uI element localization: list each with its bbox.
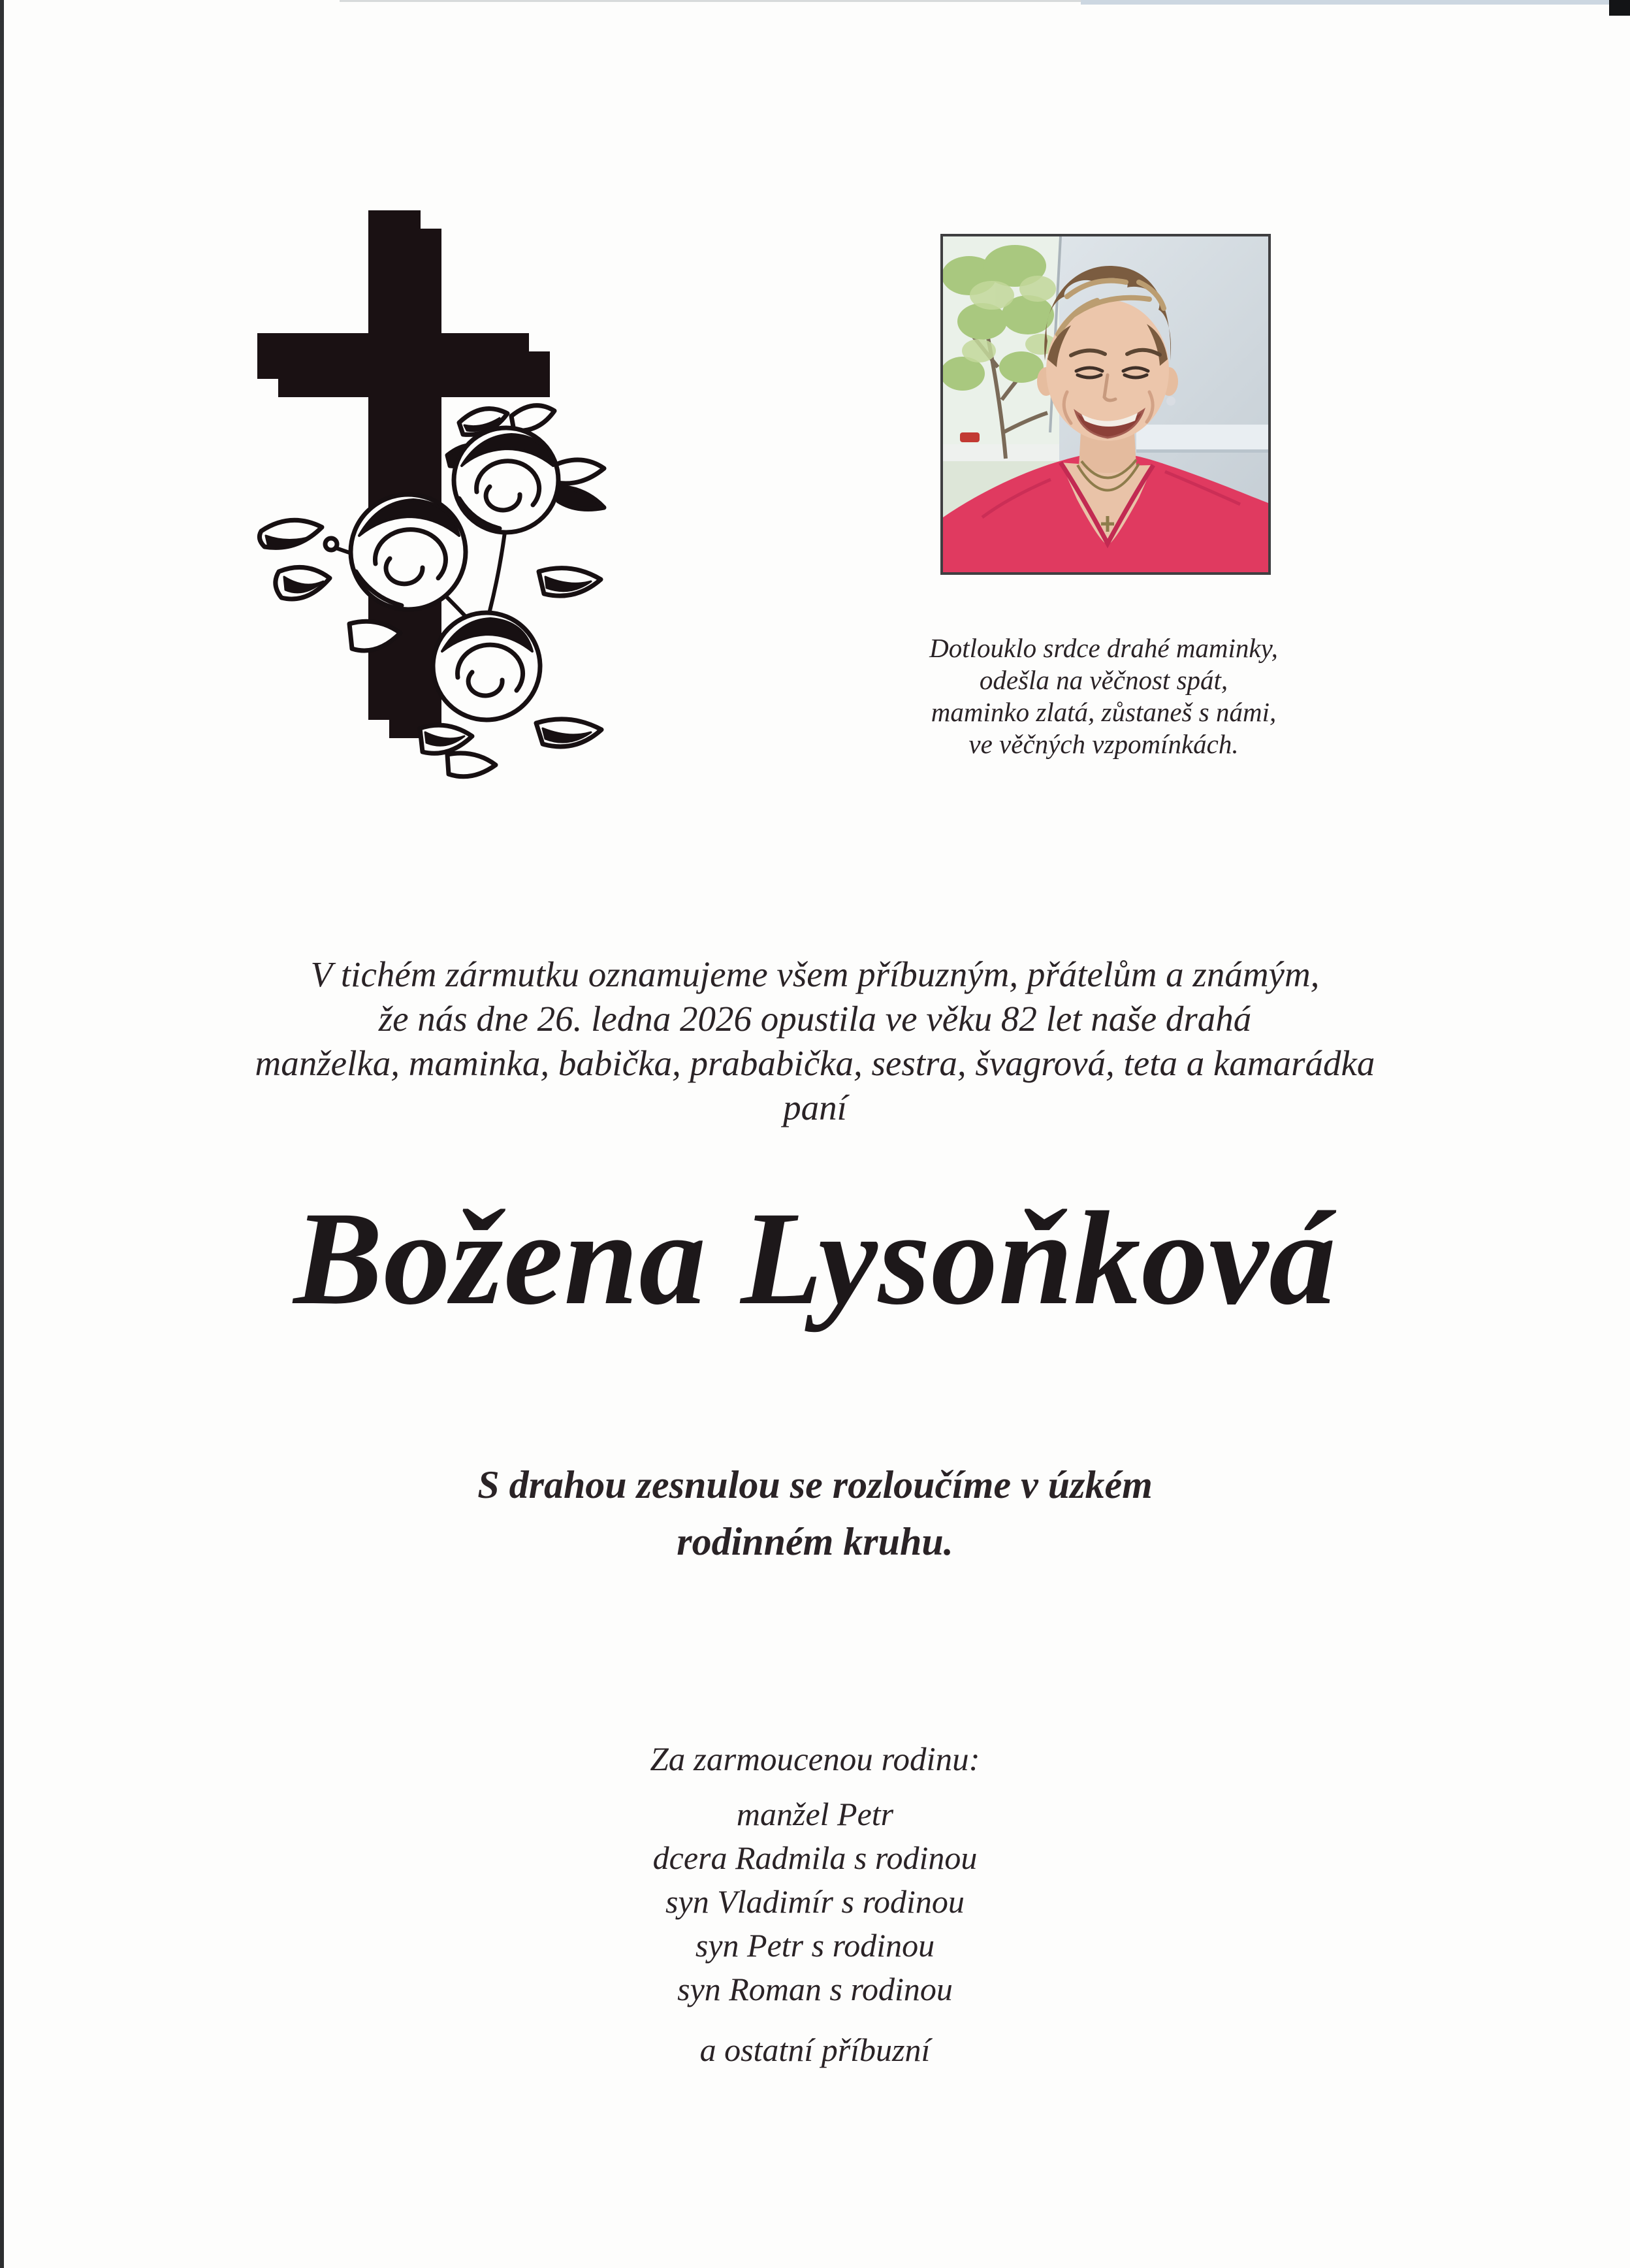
memorial-quote-line: maminko zlatá, zůstaneš s námi,	[931, 697, 1277, 727]
announcement-line: že nás dne 26. ledna 2026 opustila ve věku 82 let naše drahá	[378, 999, 1252, 1039]
scan-corner-mark	[1609, 0, 1630, 16]
farewell-text	[0, 1457, 1630, 1570]
family-member: syn Roman s rodinou	[677, 1971, 953, 2007]
deceased-name: Božena Lysoňková	[293, 1184, 1337, 1333]
family-member: syn Petr s rodinou	[695, 1927, 935, 1964]
family-list	[0, 1792, 1630, 2072]
family-section-heading: Za zarmoucenou rodinu:	[650, 1742, 980, 1778]
cross-with-roses-icon	[251, 206, 611, 787]
portrait-illustration	[943, 236, 1268, 572]
farewell-line: rodinném kruhu.	[677, 1520, 953, 1563]
family-member: syn Vladimír s rodinou	[665, 1883, 965, 1920]
scan-edge-artifact-top	[340, 0, 1084, 2]
portrait-photo	[940, 234, 1271, 575]
memorial-quote-line: ve věčných vzpomínkách.	[968, 729, 1239, 759]
red-car	[960, 432, 980, 442]
memorial-quote-line: Dotlouklo srdce drahé maminky,	[929, 633, 1278, 663]
scan-edge-artifact-top-right	[1081, 0, 1630, 5]
earring	[1166, 397, 1175, 406]
farewell-line: S drahou zesnulou se rozloučíme v úzkém	[477, 1463, 1153, 1506]
family-member: manžel Petr	[736, 1796, 894, 1832]
announcement-line: V tichém zármutku oznamujeme všem příbuzným, přátelům a známým,	[310, 954, 1320, 994]
family-member: dcera Radmila s rodinou	[652, 1839, 978, 1876]
announcement-line: paní	[783, 1088, 847, 1127]
balcony-band	[1136, 425, 1268, 449]
memorial-quote-line: odešla na věčnost spát,	[979, 665, 1228, 695]
memorial-quote	[842, 632, 1365, 760]
family-closing: a ostatní příbuzní	[699, 2032, 931, 2068]
announcement-text	[0, 952, 1630, 1130]
announcement-line: manželka, maminka, babička, prababička, sestra, švagrová, teta a kamarádka	[255, 1043, 1375, 1083]
